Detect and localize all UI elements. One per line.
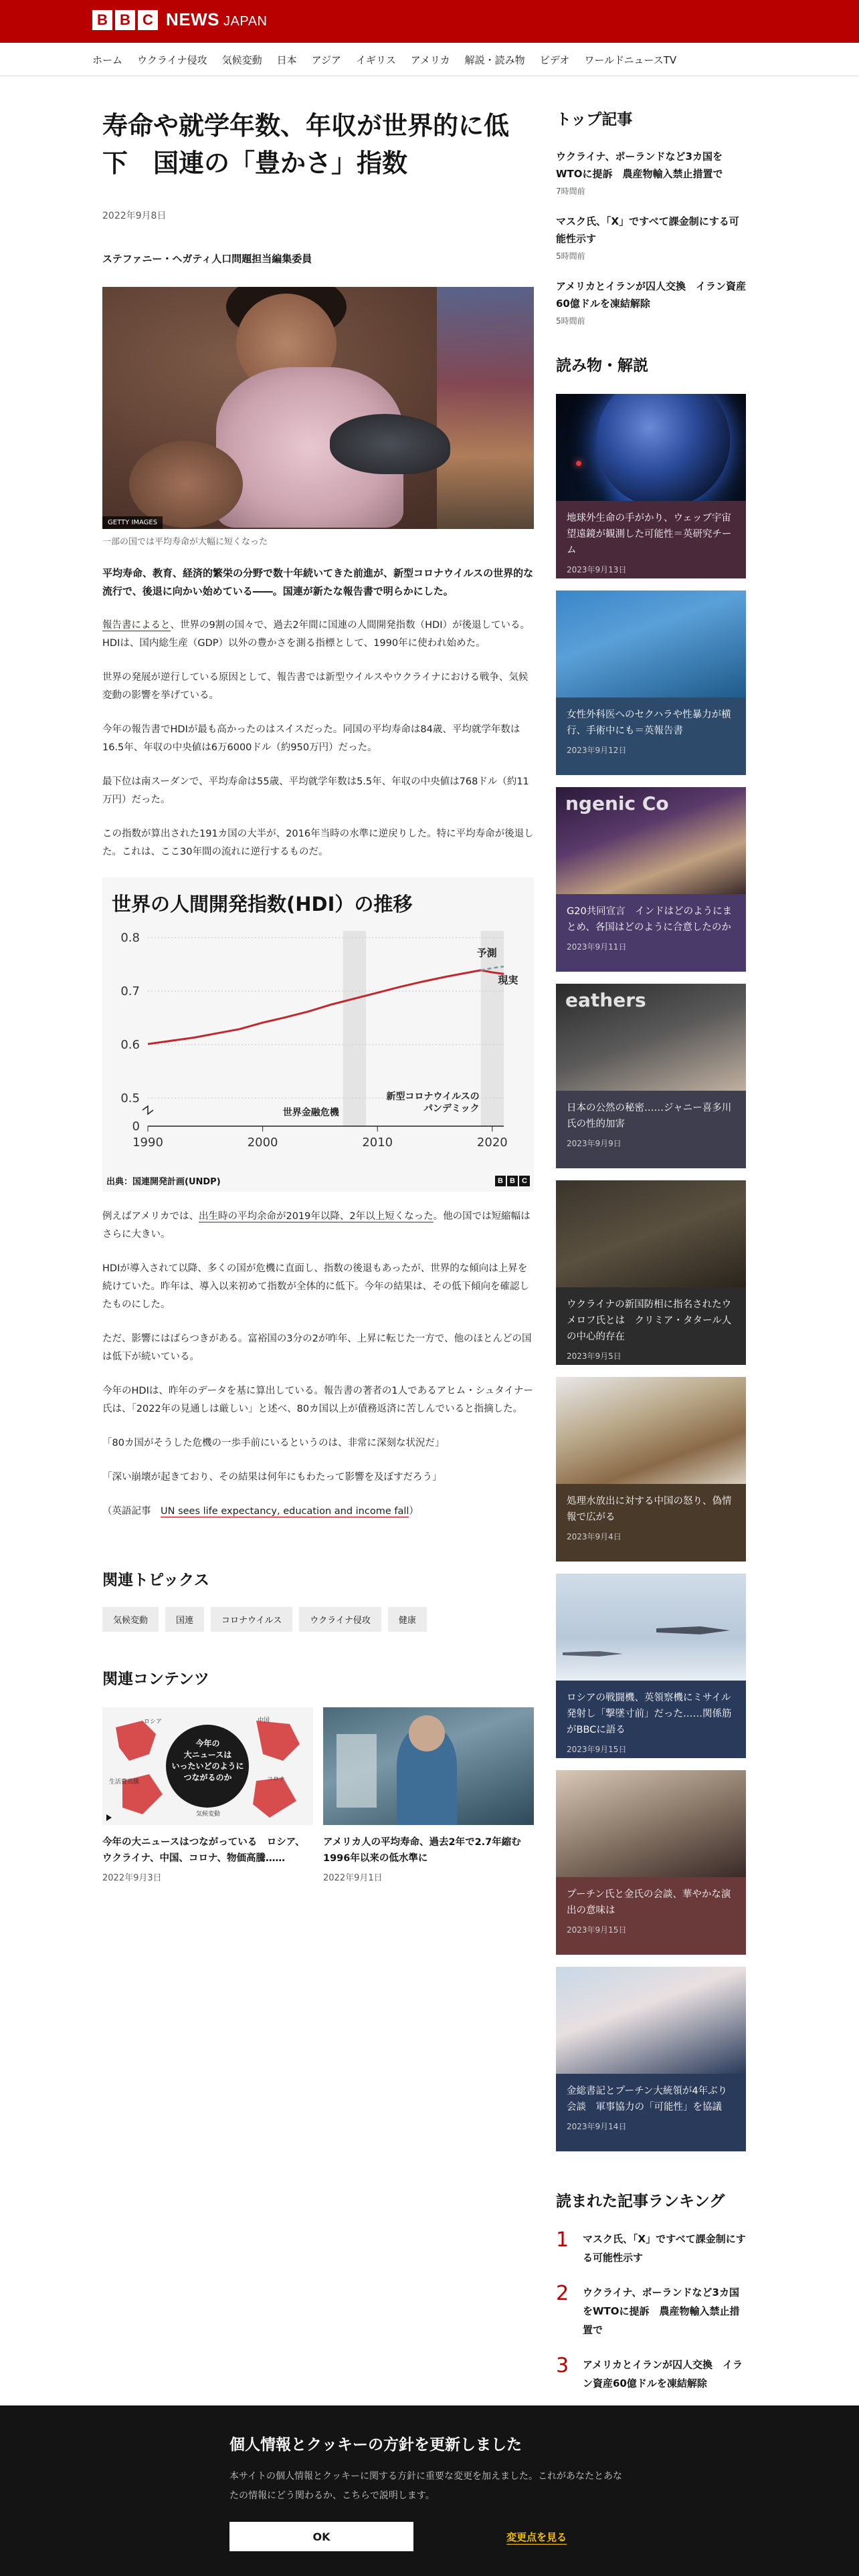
feature-card[interactable] (556, 1377, 746, 1562)
image-credit: GETTY IMAGES (102, 516, 163, 529)
shaded-band (343, 931, 366, 1126)
nav-item[interactable]: 気候変動 (221, 54, 262, 66)
feature-body (556, 1877, 746, 1955)
cookie-body: 本サイトの個人情報とクッキーに関する方針に重要な変更を加えました。これがあなたとあなたの情報にどう関わるか、こちらで説明します。 (229, 2471, 623, 2501)
paragraph: 今年の報告書でHDIが最も高かったのはスイスだった。同国の平均寿命は84歳、平均就学年数は16.5年、年収の中央値は6万6000ドル（約950万円）だった。 (102, 724, 520, 753)
feature-body (556, 1091, 746, 1168)
topics-heading: 関連トピックス (102, 1572, 209, 1589)
ranking-item[interactable] (556, 2230, 746, 2267)
topic-tag[interactable]: コロナウイルス (211, 1607, 292, 1632)
chart-plot (102, 877, 534, 1172)
axis-break (142, 1106, 153, 1114)
series-label-actual: 現実 (498, 974, 518, 986)
nav-item[interactable]: アメリカ (410, 54, 450, 66)
feature-title: 処理水放出に対する中国の怒り、偽情報で広がる (567, 1496, 732, 1523)
ranking-heading: 読まれた記事ランキング (556, 2193, 725, 2210)
top-story-time: 5時間前 (556, 251, 585, 261)
paragraph: HDIが導入されて以降、多くの国が危機に直面し、指数の後退もあったが、世界的な傾向は上昇を続けていた。昨年は、導入以来初めて指数が全体的に低下。今年の結果は、その低下傾向を確認したものにした。 (102, 1263, 529, 1310)
feature-date: 2023年9月9日 (567, 1139, 622, 1148)
top-story-title: アメリカとイランが囚人交換 イラン資産60億ドルを凍結解除 (556, 280, 746, 310)
feature-date: 2023年9月12日 (567, 746, 627, 755)
bbc-mini-logo: B B C (494, 1176, 530, 1186)
feature-image-text: ngenic Co (565, 792, 669, 815)
logo-edition: JAPAN (223, 14, 268, 29)
feature-card[interactable] (556, 984, 746, 1168)
ranking-title: アメリカとイランが囚人交換 イラン資産60億ドルを凍結解除 (583, 2359, 743, 2389)
feature-image (556, 591, 746, 697)
feature-title: G20共同宣言 インドはどのようにまとめ、各国はどのように合意したのか (567, 906, 733, 933)
top-story[interactable] (556, 213, 746, 261)
nav-item[interactable]: 日本 (276, 54, 297, 66)
main-nav (0, 43, 859, 76)
related-date: 2022年9月1日 (323, 1873, 383, 1883)
feature-body (556, 1681, 746, 1758)
x-tick-label: 1990 (132, 1136, 163, 1150)
top-story[interactable] (556, 148, 746, 197)
nav-item[interactable]: ワールドニュースTV (584, 54, 677, 66)
feature-image (556, 787, 746, 894)
feature-title: 金総書記とプーチン大統領が4年ぶり会談 軍事協力の「可能性」を協議 (567, 2086, 728, 2113)
chart-source: 出典：国連開発計画(UNDP) (106, 1177, 221, 1187)
topic-tag[interactable]: 気候変動 (102, 1607, 159, 1632)
feature-body (556, 501, 746, 578)
feature-body (556, 697, 746, 775)
feature-image (556, 1180, 746, 1287)
report-link[interactable]: 報告書によると (102, 620, 171, 631)
related-image-hospital (323, 1707, 534, 1825)
series-line-actual (148, 970, 504, 1044)
band-label: パンデミック (423, 1103, 480, 1114)
top-story-time: 7時間前 (556, 187, 585, 196)
related-list (102, 1707, 534, 1883)
feature-image-text: eathers (565, 989, 646, 1011)
shaded-band (481, 931, 504, 1126)
feature-date: 2023年9月5日 (567, 1352, 622, 1361)
nav-item[interactable]: ビデオ (539, 54, 570, 66)
hdi-chart (102, 877, 534, 1192)
feature-body (556, 1287, 746, 1365)
cookie-changes-link[interactable]: 変更点を見る (506, 2531, 567, 2543)
topic-tag[interactable]: ウクライナ侵攻 (299, 1607, 381, 1632)
nav-item[interactable]: ウクライナ侵攻 (137, 54, 207, 66)
paragraph: この指数が算出された191カ国の大半が、2016年当時の水準に逆戻りした。特に平均寿命が後退した。これは、ここ30年間の流れに逆行するものだ。 (102, 829, 534, 857)
cookie-banner (0, 2405, 859, 2576)
image-caption: 一部の国では平均寿命が大幅に短くなった (102, 537, 268, 547)
feature-image (556, 984, 746, 1091)
feature-date: 2023年9月13日 (567, 565, 627, 574)
series-label-forecast: 予測 (476, 947, 497, 959)
paragraph: 例えばアメリカでは、出生時の平均余命が2019年以降、2年以上短くなった。他の国では短縮幅はさらに大きい。 (102, 1211, 531, 1240)
y-tick-label: 0.7 (120, 984, 140, 998)
paragraph: ただ、影響にはばらつきがある。富裕国の3分の2が昨年、上昇に転じた一方で、他のほとんどの国は低下が続いている。 (102, 1333, 532, 1362)
top-story-time: 5時間前 (556, 316, 585, 326)
paragraph: 報告書によると、世界の9割の国々で、過去2年間に国連の人間開発指数（HDI）が後退している。HDIは、国内総生産（GDP）以外の豊かさを測る指標として、1990年に使われ始めた。 (102, 620, 531, 649)
feature-date: 2023年9月11日 (567, 942, 627, 952)
feature-image (556, 1377, 746, 1484)
quote: 「80カ国がそうした危機の一歩手前にいるというのは、非常に深刻な状況だ」 (102, 1438, 445, 1448)
hero-image (102, 287, 534, 529)
feature-card[interactable] (556, 394, 746, 578)
feature-date: 2023年9月14日 (567, 2122, 627, 2131)
logo-letter-b1: B (92, 10, 112, 30)
related-card[interactable] (323, 1707, 534, 1883)
band-label: 世界金融危機 (282, 1107, 339, 1118)
ranking-item[interactable] (556, 2283, 746, 2339)
logo-letter-b2: B (115, 10, 135, 30)
related-date: 2022年9月3日 (102, 1873, 162, 1883)
ranking-number: 2 (556, 2282, 569, 2305)
related-heading: 関連コンテンツ (102, 1671, 209, 1688)
top-story-title: マスク氏、「X」ですべて課金制にする可能性示す (556, 215, 739, 245)
feature-date: 2023年9月15日 (567, 1745, 627, 1754)
related-card[interactable] (102, 1707, 313, 1883)
nav-item[interactable]: 解説・読み物 (464, 54, 525, 66)
feature-title: 女性外科医へのセクハラや性暴力が横行、手術中にも＝英報告書 (567, 710, 731, 736)
y-tick-label: 0 (132, 1119, 140, 1134)
feature-card[interactable] (556, 787, 746, 972)
nav-item[interactable]: イギリス (356, 54, 396, 66)
feature-date: 2023年9月15日 (567, 1925, 627, 1935)
feature-title: ロシアの戦闘機、英領察機にミサイル発射し「撃墜寸前」だった……関係筋がBBCに語る (567, 1693, 732, 1735)
ranking-number: 1 (556, 2228, 569, 2252)
logo-brand: NEWS JAPAN (166, 9, 268, 29)
article-headline: 寿命や就学年数、年収が世界的に低下 国連の「豊かさ」指数 (102, 111, 510, 178)
source-note: （英語記事 UN sees life expectancy, education and income fall） (102, 1506, 419, 1517)
related-image-text: 今年の 大ニュースは いったいどのように つながるのか (171, 1739, 244, 1782)
ranking-title: マスク氏、「X」ですべて課金制にする可能性示す (583, 2233, 746, 2264)
cookie-ok-button[interactable]: OK (229, 2522, 413, 2551)
y-tick-label: 0.8 (120, 931, 140, 945)
cookie-title: 個人情報とクッキーの方針を更新しました (229, 2436, 522, 2454)
y-tick-label: 0.5 (120, 1091, 140, 1105)
feature-image (556, 1770, 746, 1877)
top-stories-heading: トップ記事 (556, 111, 633, 128)
ranking-item[interactable] (556, 2355, 746, 2393)
x-tick-label: 2020 (476, 1136, 508, 1150)
feature-date: 2023年9月4日 (567, 1532, 622, 1541)
feature-title: 日本の公然の秘密……ジャニー喜多川氏の性的加害 (567, 1103, 732, 1130)
related-title: 今年の大ニュースはつながっている ロシア、ウクライナ、中国、コロナ、物価高騰…… (102, 1837, 305, 1864)
x-tick-label: 2000 (247, 1136, 278, 1150)
feature-card[interactable] (556, 1574, 746, 1758)
x-tick-label: 2010 (362, 1136, 393, 1150)
ranking-title: ウクライナ、ポーランドなど3カ国をWTOに提訴 農産物輸入禁止措置で (583, 2286, 740, 2336)
article (102, 107, 534, 1883)
us-life-expectancy-link[interactable]: 出生時の平均余命が2019年以降、2年以上短くなった (198, 1211, 434, 1222)
topic-tag[interactable]: 国連 (165, 1607, 204, 1632)
feature-image (556, 1967, 746, 2074)
ranking-number: 3 (556, 2354, 569, 2377)
paragraph: 最下位は南スーダンで、平均寿命は55歳、平均就学年数は5.5年、年収の中央値は768ドル（約11万円）だった。 (102, 776, 529, 805)
site-header (0, 0, 859, 43)
top-story[interactable] (556, 278, 746, 326)
related-title: アメリカ人の平均寿命、過去2年で2.7年縮む 1996年以来の低水準に (323, 1837, 531, 1864)
paragraph: 世界の発展が逆行している原因として、報告書では新型ウイルスやウクライナにおける戦争、気候変動の影響を挙げている。 (102, 672, 529, 701)
article-date: 2022年9月8日 (102, 211, 167, 221)
article-lede: 平均寿命、教育、経済的繁栄の分野で数十年続いてきた前進が、新型コロナウイルスの世界的な流行で、後退に向かい始めている――。国連が新たな報告書で明らかにした。 (102, 567, 534, 597)
nav-item[interactable]: ホーム (92, 54, 123, 66)
feature-body (556, 894, 746, 972)
bbc-news-logo[interactable] (92, 9, 267, 30)
feature-body (556, 1484, 746, 1562)
feature-card[interactable] (556, 1180, 746, 1365)
band-label: 新型コロナウイルスの (386, 1091, 480, 1102)
top-story-title: ウクライナ、ポーランドなど3カ国をWTOに提訴 農産物輸入禁止措置で (556, 150, 723, 180)
feature-card[interactable] (556, 1770, 746, 1955)
feature-card[interactable] (556, 591, 746, 775)
feature-image (556, 394, 746, 501)
paragraph: 今年のHDIは、昨年のデータを基に算出している。報告書の著者の1人であるアヒム・シュタイナー氏は、「2022年の見通しは厳しい」と述べ、80カ国以上が債務返済に苦しんでいると指摘した。 (102, 1386, 533, 1414)
feature-title: ウクライナの新国防相に指名されたウメロフ氏とは クリミア・タタール人の中心的存在 (567, 1299, 732, 1342)
logo-letter-c: C (138, 10, 158, 30)
feature-title: 地球外生命の手がかり、ウェッブ宇宙望遠鏡が観測した可能性＝英研究チーム (567, 513, 732, 556)
quote: 「深い崩壊が起きており、その結果は何年にもわたって影響を及ぼすだろう」 (102, 1472, 442, 1483)
features-heading: 読み物・解説 (556, 357, 648, 374)
chart-title: 世界の人間開発指数(HDI）の推移 (112, 893, 413, 916)
article-author: ステファニー・ヘガティ人口問題担当編集委員 (102, 253, 312, 265)
topics-list (102, 1607, 534, 1632)
feature-image (556, 1574, 746, 1681)
feature-card[interactable] (556, 1967, 746, 2151)
feature-body (556, 2074, 746, 2151)
english-article-link[interactable]: UN sees life expectancy, education and income fall (161, 1506, 409, 1517)
feature-title: プーチン氏と金氏の会談、華やかな演出の意味は (567, 1889, 731, 1916)
y-tick-label: 0.6 (120, 1038, 140, 1052)
topic-tag[interactable]: 健康 (388, 1607, 427, 1632)
nav-item[interactable]: アジア (311, 54, 342, 66)
related-image-map: 今年の 大ニュースは いったいどのように つながるのか ロシア 中国 生活費高騰 コロナ 気候変動 (102, 1707, 313, 1825)
sidebar (556, 107, 746, 2446)
